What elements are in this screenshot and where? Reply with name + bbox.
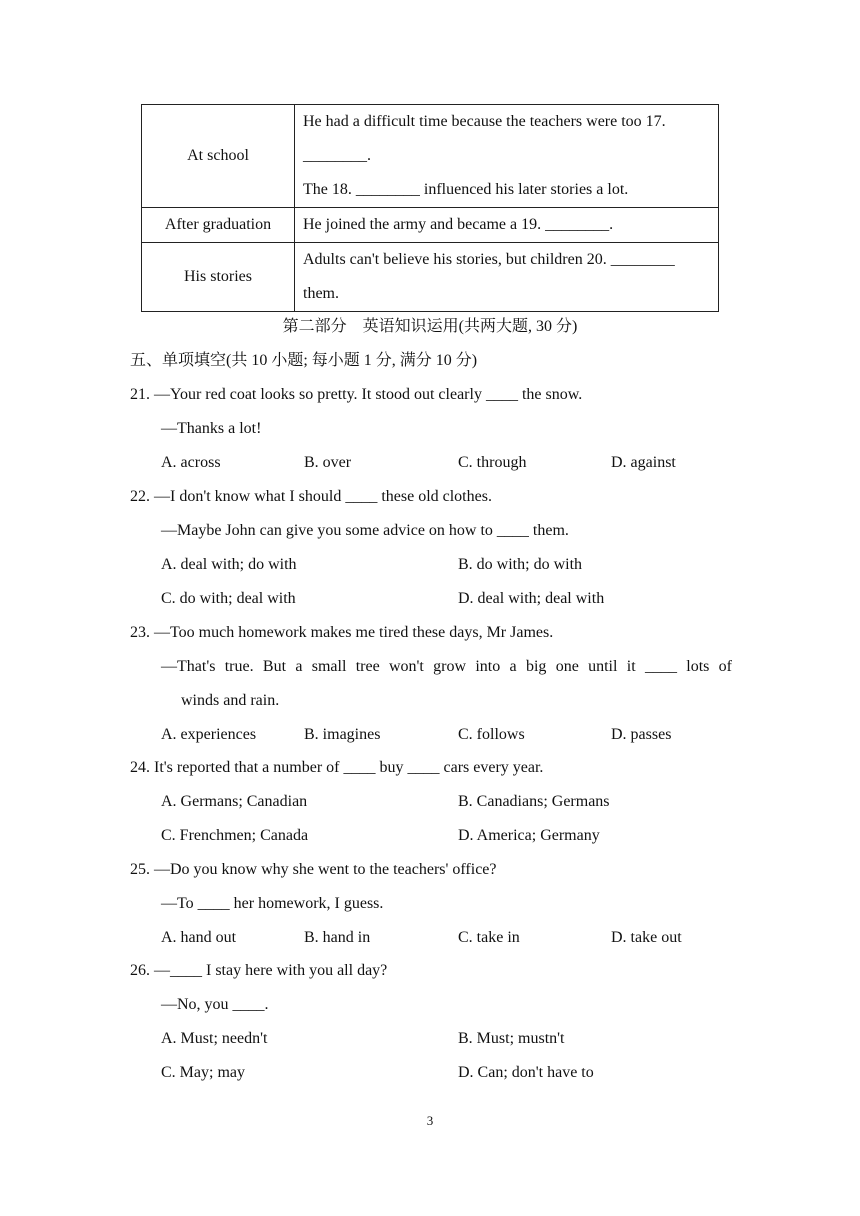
option-d: D. Can; don't have to (458, 1064, 594, 1081)
row-content (295, 208, 719, 243)
question-25-stem: 25. —Do you know why she went to the teachers' office? (130, 861, 497, 878)
table-row (142, 243, 719, 312)
row-label: At school (142, 105, 295, 208)
row-text: The 18. ________ influenced his later stories a lot. (303, 181, 629, 198)
row-content (295, 243, 719, 312)
row-text: them. (303, 285, 339, 302)
option-b: B. hand in (304, 929, 371, 946)
row-label: After graduation (142, 208, 295, 243)
row-content (295, 105, 719, 208)
option-c: C. through (458, 454, 527, 471)
table-row (142, 105, 719, 208)
option-c: C. May; may (161, 1064, 245, 1081)
question-26-reply: —No, you ____. (161, 996, 269, 1013)
option-a: A. Must; needn't (161, 1030, 268, 1047)
question-25-reply: —To ____ her homework, I guess. (161, 895, 384, 912)
question-26-stem: 26. —____ I stay here with you all day? (130, 962, 388, 979)
option-a: A. experiences (161, 726, 257, 743)
info-table (141, 104, 719, 312)
question-21-stem: 21. —Your red coat looks so pretty. It stood out clearly ____ the snow. (130, 386, 583, 403)
page-number: 3 (426, 1113, 434, 1128)
row-text: He had a difficult time because the teachers were too 17. (303, 113, 666, 130)
option-c: C. do with; deal with (161, 590, 296, 607)
option-d: D. America; Germany (458, 827, 600, 844)
option-c: C. Frenchmen; Canada (161, 827, 309, 844)
question-23-reply-continued: winds and rain. (181, 692, 280, 709)
option-a: A. deal with; do with (161, 556, 297, 573)
option-c: C. follows (458, 726, 525, 743)
row-text: He joined the army and became a 19. ________. (303, 216, 614, 233)
row-label: His stories (142, 243, 295, 312)
question-23-reply: —That's true. But a small tree won't grow into a big one until it ____ lots of (161, 658, 732, 675)
option-a: A. across (161, 454, 221, 471)
row-text: ________. (303, 147, 371, 164)
question-22-reply: —Maybe John can give you some advice on how to ____ them. (161, 522, 569, 539)
table-row (142, 208, 719, 243)
part-heading: 五、单项填空(共 10 小题; 每小题 1 分, 满分 10 分) (130, 352, 478, 369)
option-d: D. passes (611, 726, 672, 743)
option-b: B. over (304, 454, 352, 471)
option-c: C. take in (458, 929, 520, 946)
section-title: 第二部分 英语知识运用(共两大题, 30 分) (282, 318, 578, 335)
question-21-reply: —Thanks a lot! (161, 420, 262, 437)
option-d: D. take out (611, 929, 682, 946)
option-a: A. Germans; Canadian (161, 793, 308, 810)
question-23-stem: 23. —Too much homework makes me tired these days, Mr James. (130, 624, 554, 641)
option-d: D. against (611, 454, 676, 471)
question-24-stem: 24. It's reported that a number of ____ buy ____ cars every year. (130, 759, 544, 776)
option-b: B. Canadians; Germans (458, 793, 610, 810)
option-b: B. imagines (304, 726, 381, 743)
option-a: A. hand out (161, 929, 237, 946)
row-text: Adults can't believe his stories, but children 20. ________ (303, 251, 675, 268)
option-b: B. do with; do with (458, 556, 583, 573)
question-22-stem: 22. —I don't know what I should ____ these old clothes. (130, 488, 492, 505)
option-b: B. Must; mustn't (458, 1030, 565, 1047)
option-d: D. deal with; deal with (458, 590, 605, 607)
